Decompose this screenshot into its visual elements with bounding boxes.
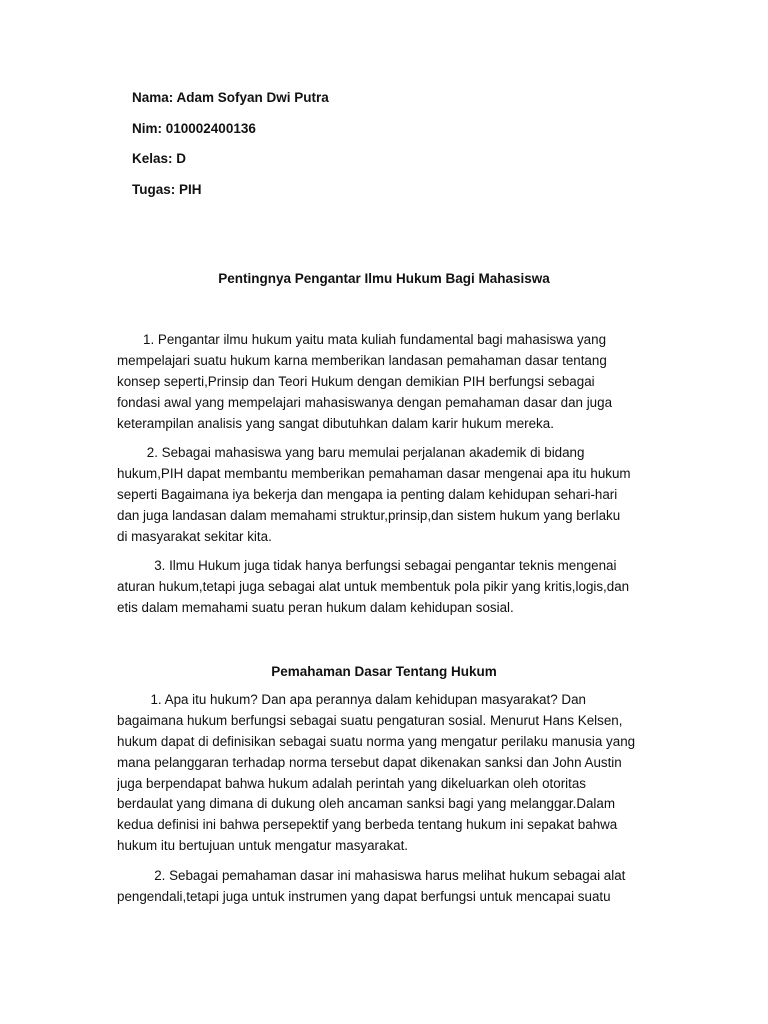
student-info [132, 88, 329, 210]
section-1-title: Pentingnya Pengantar Ilmu Hukum Bagi Mahasiswa [218, 271, 550, 286]
student-class: Kelas: D [132, 151, 187, 166]
student-name: Nama: Adam Sofyan Dwi Putra [132, 90, 329, 105]
section-1-paragraph-3 [117, 556, 657, 619]
text-line: etis dalam memahami suatu peran hukum dalam kehidupan sosial. [117, 599, 514, 615]
assignment-label: Tugas: PIH [132, 181, 202, 197]
text-line: fondasi awal yang mempelajari mahasiswanya dengan pemahaman dasar dan juga [117, 394, 613, 410]
text-line: konsep seperti,Prinsip dan Teori Hukum dengan demikian PIH berfungsi sebagai [117, 373, 595, 389]
text-line: keterampilan analisis yang sangat dibutuhkan dalam karir hukum mereka. [117, 415, 554, 431]
text-line: juga berpendapat bahwa hukum adalah perintah yang dikeluarkan oleh otoritas [117, 775, 587, 791]
section-1-paragraph-1 [117, 330, 657, 434]
text-line: di masyarakat sekitar kita. [117, 528, 272, 544]
section-1-paragraph-2 [117, 443, 657, 547]
text-line: 1. Apa itu hukum? Dan apa perannya dalam kehidupan masyarakat? Dan [117, 692, 586, 707]
text-line: pengendali,tetapi juga untuk instrumen yang dapat berfungsi untuk mencapai suatu [117, 888, 611, 904]
text-line: hukum,PIH dapat membantu memberikan pemahaman dasar mengenai apa itu hukum [117, 465, 631, 481]
section-2-paragraph-1 [117, 690, 657, 857]
text-line: mempelajari suatu hukum karna memberikan landasan pemahaman dasar tentang [117, 352, 607, 368]
text-line: 3. Ilmu Hukum juga tidak hanya berfungsi sebagai pengantar teknis mengenai [117, 558, 617, 573]
text-line: berdaulat yang dimana di dukung oleh ancaman sanksi bagi yang melanggar.Dalam [117, 796, 616, 812]
section-2-paragraph-2 [117, 866, 657, 908]
text-line: hukum dapat di definisikan sebagai suatu norma yang mengatur perilaku manusia yang [117, 733, 636, 749]
student-nim: Nim: 010002400136 [132, 120, 256, 136]
text-line: bagaimana hukum berfungsi sebagai suatu pengaturan sosial. Menurut Hans Kelsen, [117, 712, 623, 728]
text-line: mana pelanggaran terhadap norma tersebut dapat dikenakan sanksi dan John Austin [117, 754, 622, 770]
text-line: 1. Pengantar ilmu hukum yaitu mata kuliah fundamental bagi mahasiswa yang [117, 332, 607, 347]
text-line: aturan hukum,tetapi juga sebagai alat untuk membentuk pola pikir yang kritis,logis,dan [117, 578, 630, 594]
text-line: 2. Sebagai pemahaman dasar ini mahasiswa harus melihat hukum sebagai alat [117, 868, 626, 883]
text-line: seperti Bagaimana iya bekerja dan mengapa ia penting dalam kehidupan sehari-hari [117, 486, 618, 502]
text-line: dan juga landasan dalam memahami struktur,prinsip,dan sistem hukum yang berlaku [117, 507, 621, 523]
section-2-title: Pemahaman Dasar Tentang Hukum [271, 664, 497, 679]
text-line: kedua definisi ini bahwa persepektif yang berbeda tentang hukum ini sepakat bahwa [117, 817, 618, 833]
text-line: hukum itu bertujuan untuk mengatur masyarakat. [117, 838, 409, 854]
text-line: 2. Sebagai mahasiswa yang baru memulai perjalanan akademik di bidang [117, 445, 585, 460]
